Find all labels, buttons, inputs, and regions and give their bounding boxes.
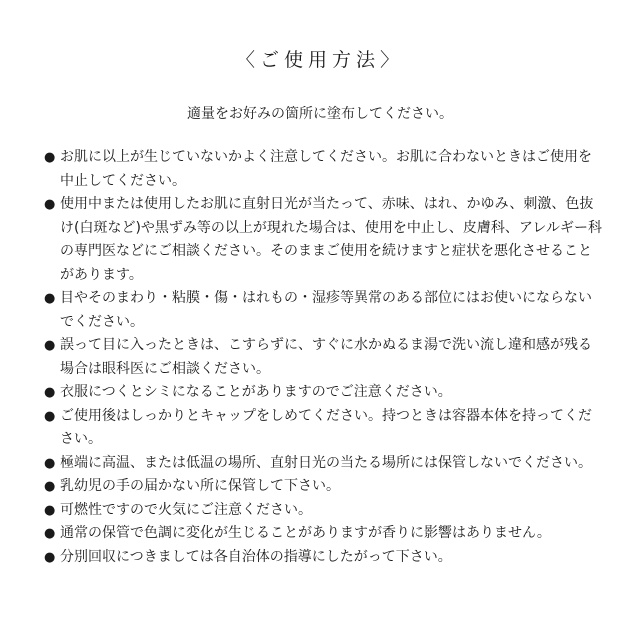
list-item-text: お肌に以上が生じていないかよく注意してください。お肌に合わないときはご使用を中止してください。 (60, 149, 592, 189)
list-item-text: 分別回収につきましては各自治体の指導にしたがって下さい。 (60, 548, 452, 565)
list-item (44, 475, 604, 499)
list-item (44, 546, 604, 570)
bullet-icon: ● (44, 338, 56, 353)
bullet-icon: ● (44, 385, 56, 400)
list-item (44, 499, 604, 523)
bullet-icon: ● (44, 455, 56, 471)
bullet-icon: ● (44, 197, 56, 212)
list-item-text: 通常の保管で色調に変化が生じることがありますが香りに影響はありません。 (60, 525, 551, 541)
list-item-text: 衣服につくとシミになることがありますのでご注意ください。 (60, 384, 452, 400)
usage-instruction: 適量をお好みの箇所に塗布してください。 (187, 106, 453, 122)
list-item-text: 乳幼児の手の届かない所に保管して下さい。 (60, 478, 340, 494)
list-item (44, 381, 604, 405)
list-item (44, 146, 604, 193)
list-item (44, 522, 604, 546)
bullet-icon: ● (44, 526, 56, 541)
bullet-icon: ● (44, 479, 56, 494)
list-item-text: ご使用後はしっかりとキャップをしめてください。持つときは容器本体を持ってください。 (60, 407, 592, 447)
list-item (44, 452, 604, 476)
bullet-icon: ● (44, 150, 56, 165)
list-item (44, 405, 604, 452)
list-item-text: 誤って目に入ったときは、こすらずに、すぐに水かぬるま湯で洗い流し違和感が残る場合は眼科医にご相談ください。 (60, 337, 592, 377)
bullet-icon: ● (44, 408, 56, 424)
list-item (44, 287, 604, 334)
page-title: 〈ご使用方法〉 (235, 49, 404, 71)
list-item-text: 極端に高温、または低温の場所、直射日光の当たる場所には保管しないでください。 (60, 454, 592, 471)
list-item (44, 334, 604, 381)
bullet-icon: ● (44, 291, 56, 306)
bullet-icon: ● (44, 549, 56, 565)
bullet-icon: ● (44, 502, 56, 518)
list-item-text: 使用中または使用したお肌に直射日光が当たって、赤味、はれ、かゆみ、刺激、色抜け(白斑など)や黒ずみ等の以上が現れた場合は、使用を中止し、皮膚科、アレルギー科の専門医などにご相談ください。そのままご使用を続けますと症状を悪化させることがあります。 (60, 196, 603, 283)
list-item (44, 193, 604, 287)
list-item-text: 目やそのまわり・粘膜・傷・はれもの・湿疹等異常のある部位にはお使いにならないでください。 (60, 290, 592, 330)
precautions-list (44, 146, 604, 569)
list-item-text: 可燃性ですので火気にご注意ください。 (60, 501, 312, 518)
